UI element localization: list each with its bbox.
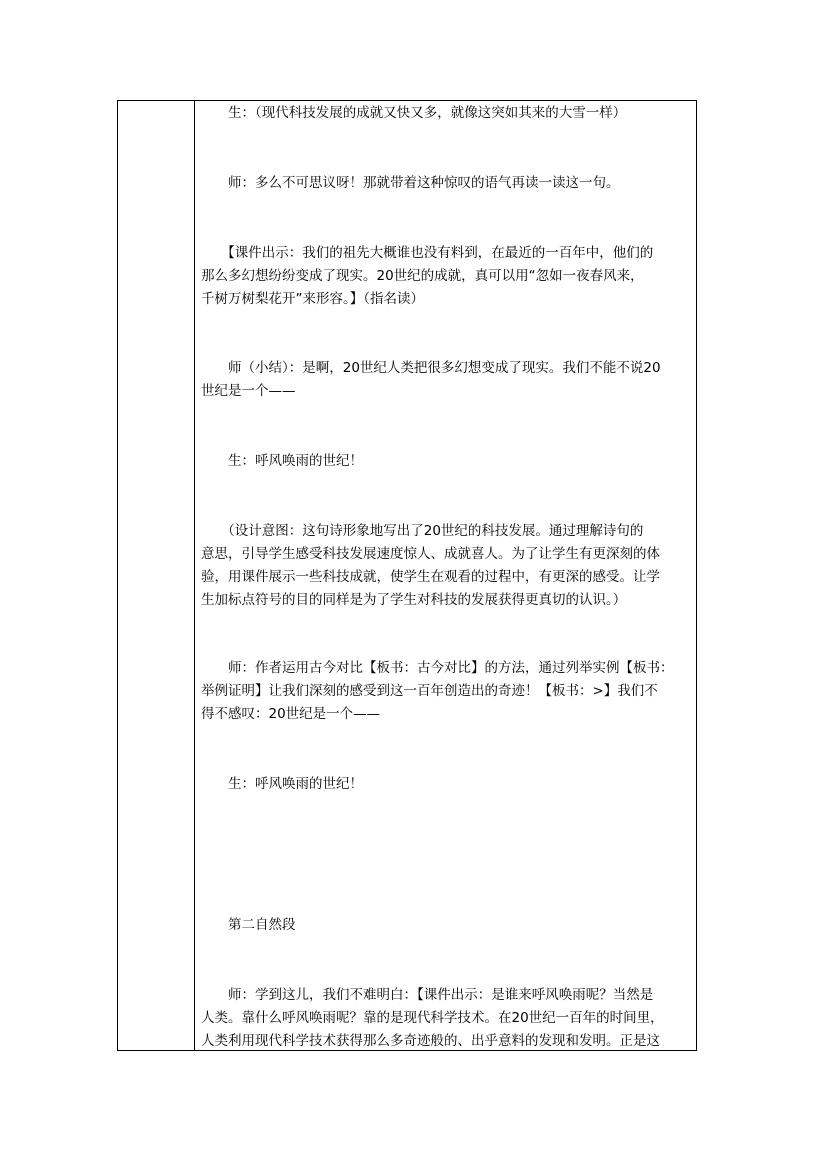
text-line: 意思，引导学生感受科技发展速度惊人、成就喜人。为了让学生有更深刻的体 <box>201 546 660 562</box>
text-line: 师（小结）：是啊，20世纪人类把很多幻想变成了现实。我们不能不说20 <box>201 360 661 376</box>
paragraph-8 <box>201 773 695 796</box>
paragraph-3 <box>201 242 695 311</box>
text-line: 生：呼风唤雨的世纪！ <box>201 776 363 792</box>
text-line: 【课件出示：我们的祖先大概谁也没有料到，在最近的一百年中，他们的 <box>201 245 654 261</box>
text-line: 生：（现代科技发展的成就又快又多，就像这突如其来的大雪一样） <box>201 105 627 121</box>
paragraph-9-section-heading <box>201 914 695 937</box>
paragraph-6 <box>201 520 695 612</box>
text-line: 人类利用现代科学技术获得那么多奇迹般的、出乎意料的发现和发明。正是这 <box>201 1033 660 1049</box>
table-left-column <box>118 101 195 1050</box>
text-line: 举例证明】让我们深刻的感受到这一百年创造出的奇迹！【板书：>】我们不 <box>201 683 658 699</box>
text-line: 生加标点符号的目的同样是为了学生对科技的发展获得更真切的认识。） <box>201 592 627 608</box>
text-line: 人类。靠什么呼风唤雨呢？靠的是现代科学技术。在20世纪一百年的时间里， <box>201 1010 664 1026</box>
paragraph-2 <box>201 172 695 195</box>
paragraph-7 <box>201 657 695 726</box>
text-line: 世纪是一个—— <box>201 383 296 399</box>
text-line: 师：多么不可思议呀！那就带着这种惊叹的语气再读一读这一句。 <box>201 175 620 191</box>
paragraph-10 <box>201 984 695 1053</box>
text-line: 师：作者运用古今对比【板书：古今对比】的方法，通过列举实例【板书： <box>201 660 674 676</box>
paragraph-5 <box>201 450 695 473</box>
text-line: 验，用课件展示一些科技成就，使学生在观看的过程中，有更深的感受。让学 <box>201 569 660 585</box>
lesson-table <box>117 100 697 1051</box>
text-line: 第二自然段 <box>201 917 296 933</box>
text-line: 那么多幻想纷纷变成了现实。20世纪的成就，真可以用“忽如一夜春风来， <box>201 268 644 284</box>
text-line: 师：学到这儿，我们不难明白：【课件出示：是谁来呼风唤雨呢？当然是 <box>201 987 654 1003</box>
table-right-column <box>196 101 696 1050</box>
text-line: （设计意图：这句诗形象地写出了20世纪的科技发展。通过理解诗句的 <box>201 523 644 539</box>
text-line: 生：呼风唤雨的世纪！ <box>201 453 363 469</box>
text-line: 千树万树梨花开”来形容。】（指名读） <box>201 291 424 307</box>
paragraph-4 <box>201 357 695 403</box>
text-line: 得不感叹：20世纪是一个—— <box>201 706 381 722</box>
paragraph-1 <box>201 102 695 125</box>
